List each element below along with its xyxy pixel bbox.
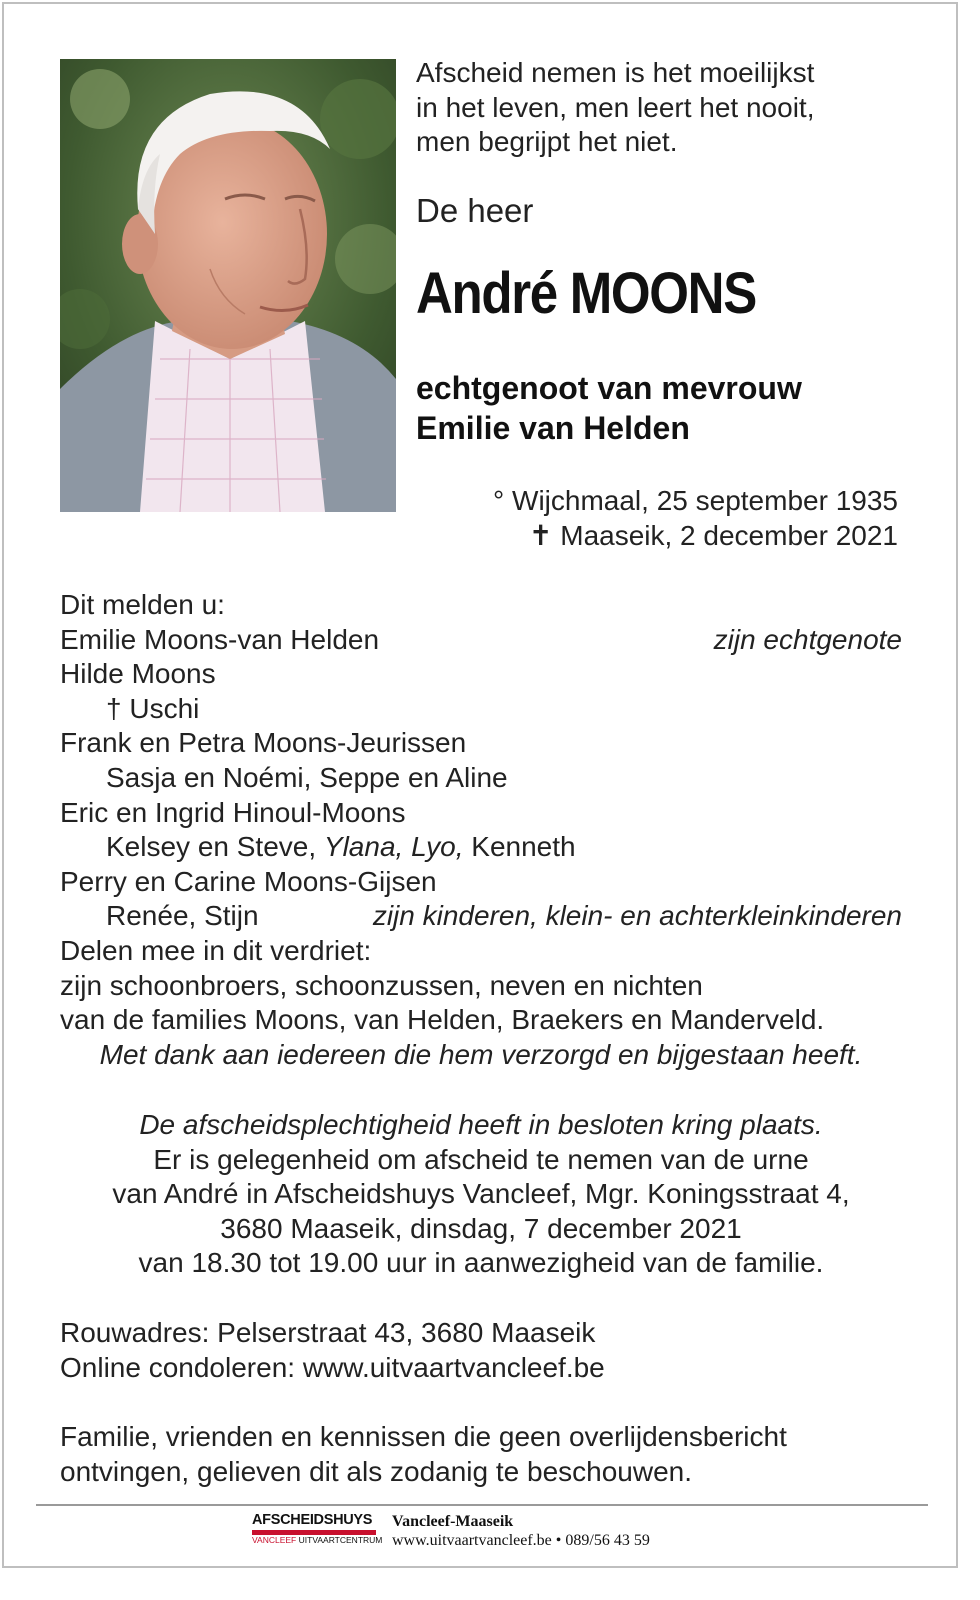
ceremony-line: 3680 Maaseik, dinsdag, 7 december 2021: [220, 1212, 742, 1244]
list-item: Dit melden u:: [60, 589, 225, 620]
relation-label: zijn kinderen, klein- en achterkleinkinderen: [372, 900, 902, 932]
opening-quote: [416, 56, 814, 160]
quote-line: men begrijpt het niet.: [416, 126, 678, 157]
notice-line: Familie, vrienden en kennissen die geen overlijdensbericht: [60, 1421, 787, 1452]
list-item: † Uschi: [106, 692, 200, 724]
mourning-address: Rouwadres: Pelserstraat 43, 3680 Maaseik: [60, 1317, 596, 1348]
company-name: Vancleef-Maaseik: [392, 1513, 514, 1530]
quote-line: Afscheid nemen is het moeilijkst: [416, 57, 815, 88]
list-item: Frank en Petra Moons-Jeurissen: [60, 727, 467, 759]
list-item: [60, 830, 902, 865]
ceremony-line: De afscheidsplechtigheid heeft in besloten kring plaats.: [139, 1109, 823, 1140]
funeral-home-logo: [252, 1512, 383, 1550]
ceremony-block: [60, 1108, 902, 1281]
quote-line: in het leven, men leert het nooit,: [416, 91, 815, 123]
title-prefix: De heer: [416, 192, 534, 229]
announcement-list: [60, 588, 902, 1072]
list-item: van de families Moons, van Helden, Braekers en Manderveld.: [60, 1004, 825, 1036]
footer-divider: [36, 1504, 928, 1506]
relative-name: Renée, Stijn: [106, 900, 259, 932]
spouse-line: echtgenoot van mevrouw: [416, 370, 802, 406]
list-item: Delen mee in dit verdriet:: [60, 934, 372, 966]
ceremony-line: van André in Afscheidshuys Vancleef, Mgr. Koningsstraat 4,: [112, 1178, 850, 1210]
online-condolence: Online condoleren: www.uitvaartvancleef.be: [60, 1351, 605, 1383]
logo-text: AFSCHEIDSHUYS: [252, 1512, 373, 1528]
birth-date: ° Wijchmaal, 25 september 1935: [493, 485, 898, 516]
list-item: [60, 623, 902, 658]
company-contact: www.uitvaartvancleef.be • 089/56 43 59: [392, 1532, 650, 1549]
list-item: Hilde Moons: [60, 658, 216, 690]
list-item: Perry en Carine Moons-Gijsen: [60, 865, 437, 897]
relation-label: zijn echtgenote: [713, 623, 902, 655]
logo-subtext: VANCLEEF UITVAARTCENTRUM: [252, 1535, 383, 1545]
relative-name: Emilie Moons-van Helden: [60, 623, 380, 655]
obituary-card: [2, 2, 958, 1568]
relative-name: Kenneth: [463, 831, 576, 863]
list-item: [60, 899, 902, 934]
relative-name-italic: Ylana, Lyo,: [323, 831, 464, 863]
ceremony-line: van 18.30 tot 19.00 uur in aanwezigheid van de familie.: [138, 1247, 824, 1279]
list-item: Sasja en Noémi, Seppe en Aline: [106, 761, 508, 793]
list-item: Eric en Ingrid Hinoul-Moons: [60, 796, 406, 828]
deceased-name: André MOONS: [416, 261, 756, 326]
portrait-photo: [60, 59, 396, 512]
thanks-line: Met dank aan iedereen die hem verzorgd en bijgestaan heeft.: [99, 1038, 863, 1070]
notice-line: ontvingen, gelieven dit als zodanig te beschouwen.: [60, 1455, 692, 1487]
life-dates: [493, 484, 898, 553]
spouse-block: [416, 368, 802, 448]
notice-block: [60, 1420, 902, 1489]
ceremony-line: Er is gelegenheid om afscheid te nemen van de urne: [153, 1143, 809, 1175]
spouse-name: Emilie van Helden: [416, 410, 690, 446]
funeral-home-details: [392, 1512, 650, 1551]
contact-block: [60, 1316, 902, 1385]
relative-name: Kelsey en Steve,: [106, 831, 324, 863]
list-item: zijn schoonbroers, schoonzussen, neven en nichten: [60, 969, 703, 1001]
death-date: ✝ Maaseik, 2 december 2021: [529, 519, 898, 551]
